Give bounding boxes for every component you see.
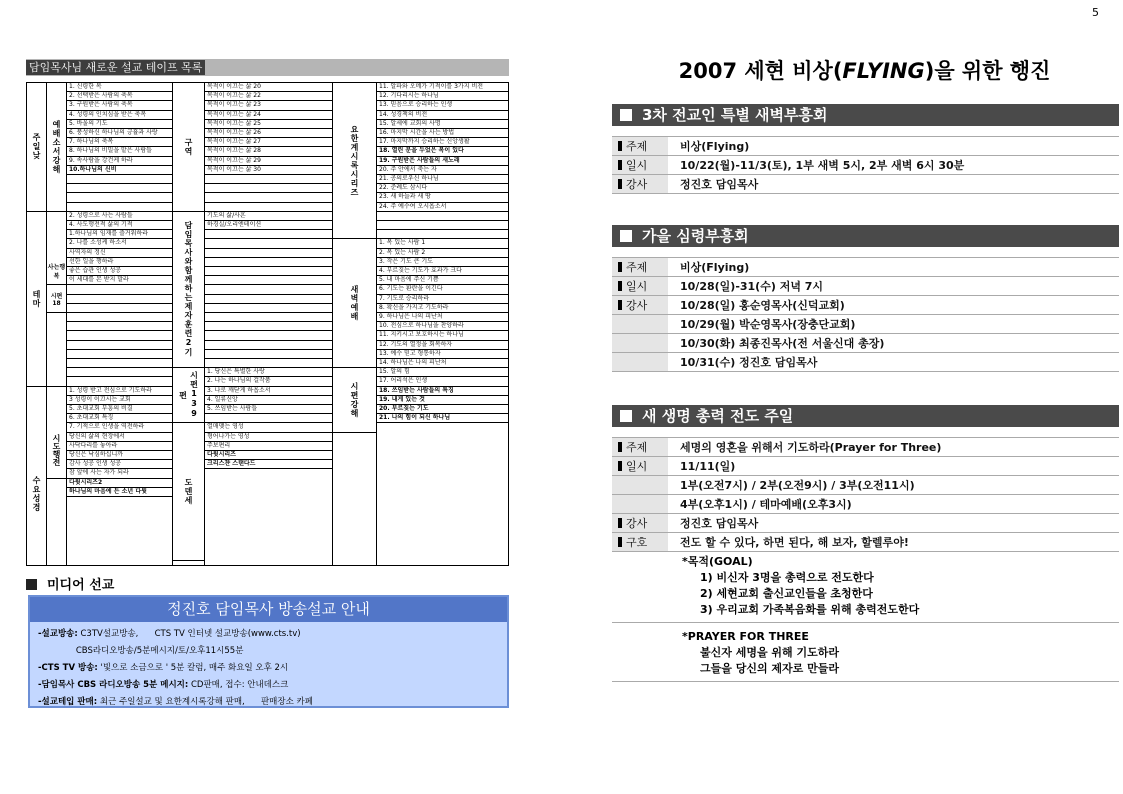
info-row-label [612, 296, 668, 314]
tape-item [377, 230, 508, 239]
tape-item [205, 350, 332, 359]
tape-item: 15. 알세에 교회의 사명 [377, 120, 508, 129]
tape-item: 15. 알의 힘 [377, 368, 508, 377]
tape-item [67, 322, 172, 331]
col3-items [377, 83, 508, 565]
tape-item: 사닥다리를 놓아라 [67, 442, 172, 451]
info-row-label [612, 277, 668, 295]
tape-item [67, 377, 172, 386]
info-row-label [612, 457, 668, 475]
section-heading-text: 새 생명 총력 전도 주일 [642, 407, 794, 425]
square-bullet-icon [620, 109, 632, 121]
tape-item: 7. 기도로 승리하라 [377, 295, 508, 304]
section-label-text: 테마 [32, 289, 41, 308]
tape-item: 18. 쓰임받는 사람들의 특징 [377, 387, 508, 396]
info-row [612, 156, 1119, 175]
tape-item: 3. 작은 기도 큰 기도 [377, 258, 508, 267]
info-row-value: 10/29(월) 박순영목사(장충단교회) [680, 318, 856, 331]
tape-item [205, 267, 332, 276]
event-section [612, 225, 1119, 372]
tape-item: 좋은 습관 인생 성공 [67, 267, 172, 276]
section-label-text: 예배소서강해 [52, 119, 61, 174]
tape-item [67, 350, 172, 359]
tape-item: 목적이 이끄는 삶 30 [205, 166, 332, 175]
tape-item: 목적이 이끄는 삶 20 [205, 83, 332, 92]
tape-item: 3. 나로 깨닫게 하옵소서 [205, 387, 332, 396]
tape-item: 5. 내 마음에 주신 기쁨 [377, 276, 508, 285]
tape-item: 12. 기도의 열정을 회복하자 [377, 341, 508, 350]
tape-item: 19. 내게 있는 것 [377, 396, 508, 405]
info-row-label [612, 514, 668, 532]
section-heading-text: 가을 심령부흥회 [642, 227, 749, 245]
info-row [612, 315, 1119, 334]
info-row [612, 353, 1119, 372]
tape-item: 13. 예수 믿고 형통하자 [377, 350, 508, 359]
tape-item [205, 258, 332, 267]
info-row-value: 11/11(일) [680, 460, 736, 473]
section-label-text: 도덴세 [184, 478, 193, 506]
tape-list-header: 담임목사님 새로운 설교 테이프 목록 [26, 59, 509, 76]
info-row [612, 438, 1119, 457]
info-row-value: 비상(Flying) [680, 261, 750, 274]
tape-item [67, 313, 172, 322]
sub-section-label: 사는행복 [47, 258, 66, 286]
broadcast-line-text: C3TV설교방송, CTS TV 인터넷 설교방송(www.cts.tv) [77, 629, 301, 639]
info-row-label-text: 강사 [626, 178, 648, 191]
tape-item: 11. 알파와 오메가 기적이를 3가지 비전 [377, 83, 508, 92]
tape-item: 24. 주 예수여 오시옵소서 [377, 203, 508, 212]
info-row-value: 전도 할 수 있다, 하면 된다, 해 보자, 할렐루야! [680, 536, 909, 549]
tape-item [205, 203, 332, 212]
tape-item: 16. 마지막 시간을 사는 방법 [377, 129, 508, 138]
tape-item [205, 341, 332, 350]
tape-item [205, 184, 332, 193]
section-label-text: 새벽예배 [350, 285, 359, 322]
tape-item: 선한 일을 행하라 [67, 258, 172, 267]
tape-item: 7. 기적으로 인생을 역전하라 [67, 423, 172, 432]
tape-item [67, 295, 172, 304]
sermon-tape-table [26, 82, 509, 566]
prayer-notes [612, 623, 1119, 682]
info-row-value: 비상(Flying) [680, 140, 750, 153]
section-label [333, 368, 376, 432]
tape-item: 8. 확신을 가지고 기도하라 [377, 304, 508, 313]
info-row [612, 175, 1119, 194]
col1-inner-labels [47, 83, 67, 565]
goal-note-line: *목적(GOAL) [682, 555, 753, 568]
tape-item: 21. 나의 힘이 되신 하나님 [377, 414, 508, 423]
tape-item: 5. 쓰임받는 사람들 [205, 405, 332, 414]
tape-item [205, 285, 332, 294]
info-row-label [612, 258, 668, 276]
info-row-value: 10/22(월)-11/3(토), 1부 새벽 5시, 2부 새벽 6시 30분 [680, 159, 965, 172]
tape-item: 다윗시리즈2 [67, 479, 172, 488]
tape-item: 4. 성령의 인치심을 받은 축복 [67, 111, 172, 120]
tape-item: 참 앞에 사는 자가 되라 [67, 469, 172, 478]
tape-item: 9. 속사람을 강건케 하라 [67, 157, 172, 166]
info-row-label [612, 495, 668, 513]
tape-item: 19. 구원받은 사람들의 새노래 [377, 157, 508, 166]
tape-item: 5. 초대교회 부흥의 비결 [67, 405, 172, 414]
broadcast-lines [30, 627, 507, 707]
tape-item: 1.하나님의 임재를 즐거워하라 [67, 230, 172, 239]
info-row-label [612, 533, 668, 551]
info-row [612, 533, 1119, 552]
section-label [333, 239, 376, 368]
tape-item [205, 313, 332, 322]
section-label [47, 83, 66, 212]
tape-item: 2. 나는 하나님의 걸작품 [205, 377, 332, 386]
broadcast-line-label: -CTS TV 방송: [38, 663, 98, 673]
tape-item: 형어나가는 영성 [205, 433, 332, 442]
tape-item: 크리스챤 스탠다드 [205, 460, 332, 469]
goal-note-line: 3) 우리교회 가족복음화를 위해 총력전도한다 [700, 603, 920, 616]
square-bullet-icon [620, 410, 632, 422]
tape-item [205, 304, 332, 313]
info-row-label-text: 일시 [626, 460, 648, 473]
square-bullet-icon [620, 230, 632, 242]
info-row [612, 296, 1119, 315]
tape-item [205, 175, 332, 184]
tape-item [67, 341, 172, 350]
broadcast-line-text: CBS라디오방송/5분메시지/토/오후11시55분 [38, 646, 244, 656]
info-row-value: 10/28(일) 홍순영목사(신덕교회) [680, 299, 845, 312]
tape-item: 1. 당신은 특별한 사랑 [205, 368, 332, 377]
media-mission-title: 미디어 선교 [26, 574, 114, 593]
info-row-label-text: 구호 [626, 536, 648, 549]
page-number: 5 [1092, 6, 1099, 19]
info-row-label [612, 315, 668, 333]
section-label [173, 83, 204, 212]
tape-item: 열매맺는 영성 [205, 423, 332, 432]
tape-item: 4. 사도행전적 삶의 기적 [67, 221, 172, 230]
section-heading-text: 3차 전교인 특별 새벽부흥회 [642, 106, 828, 124]
section-label-text: 구역 [184, 137, 193, 156]
goal-notes [612, 552, 1119, 623]
tape-item: 당신의 삶의 현장에서 [67, 433, 172, 442]
tape-item [205, 359, 332, 368]
info-row-value: 정진호 담임목사 [680, 517, 759, 530]
tape-item: 목적이 이끄는 삶 27 [205, 138, 332, 147]
info-row-value: 세명의 영혼을 위해서 기도하라(Prayer for Three) [680, 441, 942, 454]
tape-item: 17. 어리석은 인생 [377, 377, 508, 386]
tape-item: 목적이 이끄는 삶 22 [205, 92, 332, 101]
tape-item: 10.하나님의 신비 [67, 166, 172, 175]
tape-item: 2. 선택받은 사람의 축복 [67, 92, 172, 101]
tape-item: 8. 하나님의 비밀을 맡은 사람들 [67, 147, 172, 156]
info-row [612, 495, 1119, 514]
tape-item: 목적이 이끄는 삶 24 [205, 111, 332, 120]
info-row [612, 277, 1119, 296]
tape-item: 3 성령이 이끄시는 교회 [67, 396, 172, 405]
tape-item: 23. 새 하늘과 새 땅 [377, 193, 508, 202]
col1-items [67, 83, 173, 565]
info-row [612, 137, 1119, 156]
tape-item: 4. 일류신앙 [205, 396, 332, 405]
tape-item: 주보편리 [205, 442, 332, 451]
tape-item: 20. 부르짖는 기도 [377, 405, 508, 414]
tape-item [205, 193, 332, 202]
page-title: 2007 세현 비상(FLYING)을 위한 행진 [678, 59, 1051, 83]
tape-item: 13. 믿음으로 승리하는 인생 [377, 101, 508, 110]
info-row-label-text: 일시 [626, 159, 648, 172]
prayer-note-line: 그들을 당신의 제자로 만들라 [700, 662, 839, 675]
section-label [173, 212, 204, 368]
col2-labels [173, 83, 205, 565]
info-row-value: 10/30(화) 최종진목사(전 서울신대 총장) [680, 337, 885, 350]
event-section [612, 104, 1119, 194]
tape-item [67, 285, 172, 294]
tape-item: 목적이 이끄는 삶 26 [205, 129, 332, 138]
tape-item: 1. 성령 받고 전심으로 기도하라 [67, 387, 172, 396]
tape-item: 하나님의 마음에 든 소년 다윗 [67, 488, 172, 497]
info-row-label [612, 137, 668, 155]
section-heading [612, 104, 1119, 126]
tape-item: 6. 초대교회 특징 [67, 414, 172, 423]
tape-item [67, 359, 172, 368]
info-row [612, 258, 1119, 277]
prayer-note-line: *PRAYER FOR THREE [682, 630, 809, 643]
tape-item [67, 331, 172, 340]
tape-item: 9. 하나님은 나의 피난처 [377, 313, 508, 322]
section-label [173, 423, 204, 561]
info-row [612, 514, 1119, 533]
event-section [612, 405, 1119, 682]
info-row-value: 10/31(수) 정진호 담임목사 [680, 356, 818, 369]
info-row-label-text: 주제 [626, 441, 648, 454]
tape-item [205, 295, 332, 304]
broadcast-line-text: CD판매, 접수: 안내데스크 [188, 680, 289, 690]
tape-item [205, 414, 332, 423]
info-row-label [612, 334, 668, 352]
info-row [612, 457, 1119, 476]
tape-item: 목적이 이끄는 삶 23 [205, 101, 332, 110]
broadcast-line-label: -담임목사 CBS 라디오방송 5분 메시지: [38, 680, 189, 690]
section-heading [612, 225, 1119, 247]
tape-item: 17. 마지막까지 승리하는 신앙생활 [377, 138, 508, 147]
broadcast-line [30, 627, 507, 639]
info-row-label [612, 438, 668, 456]
col2-items [205, 83, 333, 565]
broadcast-line-text: 최근 주일설교 및 요한계시록강해 판매, 판매장소 카페 [97, 697, 313, 707]
section-label-text: 담임목사와함께하는제자훈련2기 [184, 221, 193, 358]
tape-item: 21. 공의로우신 하나님 [377, 175, 508, 184]
broadcast-title: 정진호 담임목사 방송설교 안내 [30, 597, 507, 622]
tape-item: 11. 지키시고 보호하시는 하나님 [377, 331, 508, 340]
info-row-label-text: 주제 [626, 261, 648, 274]
info-row-label [612, 156, 668, 174]
tape-item: 목적이 이끄는 삶 28 [205, 147, 332, 156]
broadcast-line-text: '빛으로 소금으로 ' 5분 칼럼, 매주 화요일 오후 2시 [97, 663, 289, 673]
section-label-text: 시편139편 [178, 371, 199, 420]
broadcast-line-label: -설교방송: [38, 629, 78, 639]
info-row-label [612, 175, 668, 193]
tape-item [67, 193, 172, 202]
tape-item: 2. 성령으로 사는 사람들 [67, 212, 172, 221]
goal-note-line: 2) 세현교회 출신교인들을 초청한다 [700, 587, 873, 600]
tape-item: 22. 준례도 삼시다 [377, 184, 508, 193]
prayer-note-line: 불신자 세명을 위해 기도하라 [700, 646, 839, 659]
tape-item: 2. 복 있는 사람 2 [377, 249, 508, 258]
info-row-value: 1부(오전7시) / 2부(오전9시) / 3부(오전11시) [680, 479, 915, 492]
tape-item: 20. 주 안에서 죽는 자 [377, 166, 508, 175]
col1-outer-labels [27, 83, 47, 565]
tape-item [205, 276, 332, 285]
section-label [333, 83, 376, 239]
tape-item: 2. 나를 소성케 하소서 [67, 239, 172, 248]
tape-item [377, 212, 508, 221]
info-row-label-text: 주제 [626, 140, 648, 153]
tape-item: 10. 전심으로 하나님을 찬양하라 [377, 322, 508, 331]
tape-item [205, 331, 332, 340]
tape-item: 6. 기도는 환란을 이긴다 [377, 285, 508, 294]
tape-item [67, 203, 172, 212]
info-row-label [612, 353, 668, 371]
tape-item [67, 184, 172, 193]
info-row-value: 4부(오후1시) / 테마예배(오후3시) [680, 498, 852, 511]
tape-item: 12. 기다리시는 하나님 [377, 92, 508, 101]
tape-item: 6. 풍성하신 하나님의 긍휼과 사랑 [67, 129, 172, 138]
info-row-value: 정진호 담임목사 [680, 178, 759, 191]
tape-item: 18. 열린 문을 두었은 복이 있다 [377, 147, 508, 156]
section-heading [612, 405, 1119, 427]
section-label-text: 수요성경 [32, 476, 41, 513]
broadcast-line [30, 678, 507, 690]
tape-item [67, 175, 172, 184]
square-bullet-icon [26, 579, 37, 590]
tape-item: 사역자의 정신 [67, 249, 172, 258]
section-label-text: 요한계시록시리즈 [350, 124, 359, 197]
goal-note-line: 1) 비신자 3명을 총력으로 전도한다 [700, 571, 874, 584]
broadcast-line [30, 661, 507, 673]
tape-item: 기도의 삶/사흔 [205, 212, 332, 221]
tape-item [67, 304, 172, 313]
tape-item [205, 322, 332, 331]
tape-item: 14. 성경책의 비전 [377, 111, 508, 120]
broadcast-info-box [28, 595, 509, 708]
tape-item [377, 221, 508, 230]
tape-item: 4. 부르짖는 기도가 효과가 크다 [377, 267, 508, 276]
tape-item: 목적이 이끄는 삶 29 [205, 157, 332, 166]
tape-item: 7. 하나님의 축복 [67, 138, 172, 147]
info-row-value: 10/28(일)-31(수) 저녁 7시 [680, 280, 824, 293]
sub-section-label: 시도행전 [47, 423, 66, 478]
sub-section-label: 시편18 [47, 285, 66, 313]
section-label [27, 212, 46, 387]
tape-item: 당신은 낙심하십니까 [67, 451, 172, 460]
tape-item: 14. 하나님은 나의 피난처 [377, 359, 508, 368]
info-row [612, 476, 1119, 495]
tape-item: 다윗시리즈 [205, 451, 332, 460]
section-label [27, 423, 46, 565]
info-row-label-text: 강사 [626, 517, 648, 530]
tape-item: 목적이 이끄는 삶 25 [205, 120, 332, 129]
section-label-text: 주일낮 [32, 133, 41, 161]
info-row-label [612, 476, 668, 494]
tape-item: 1. 신령한 복 [67, 83, 172, 92]
tape-item: 감사 성공 인생 성공 [67, 460, 172, 469]
tape-item: 이 세대를 본 받지 말라 [67, 276, 172, 285]
info-row-label-text: 강사 [626, 299, 648, 312]
tape-item [67, 368, 172, 377]
broadcast-line [30, 695, 507, 707]
section-label-text: 시편강해 [350, 381, 359, 418]
tape-item [205, 239, 332, 248]
tape-item: 3. 구원받은 사람의 축복 [67, 101, 172, 110]
tape-item: 1. 복 있는 사람 1 [377, 239, 508, 248]
broadcast-line-label: -설교테입 판매: [38, 697, 98, 707]
info-row-label-text: 일시 [626, 280, 648, 293]
tape-item: 5. 바울의 기도 [67, 120, 172, 129]
info-row [612, 334, 1119, 353]
section-label [27, 83, 46, 212]
tape-item [205, 249, 332, 258]
section-label [173, 368, 204, 423]
col3-labels [333, 83, 377, 565]
tape-item: 하경실/오리엔테이션 [205, 221, 332, 230]
tape-item [205, 230, 332, 239]
broadcast-line [30, 644, 507, 656]
